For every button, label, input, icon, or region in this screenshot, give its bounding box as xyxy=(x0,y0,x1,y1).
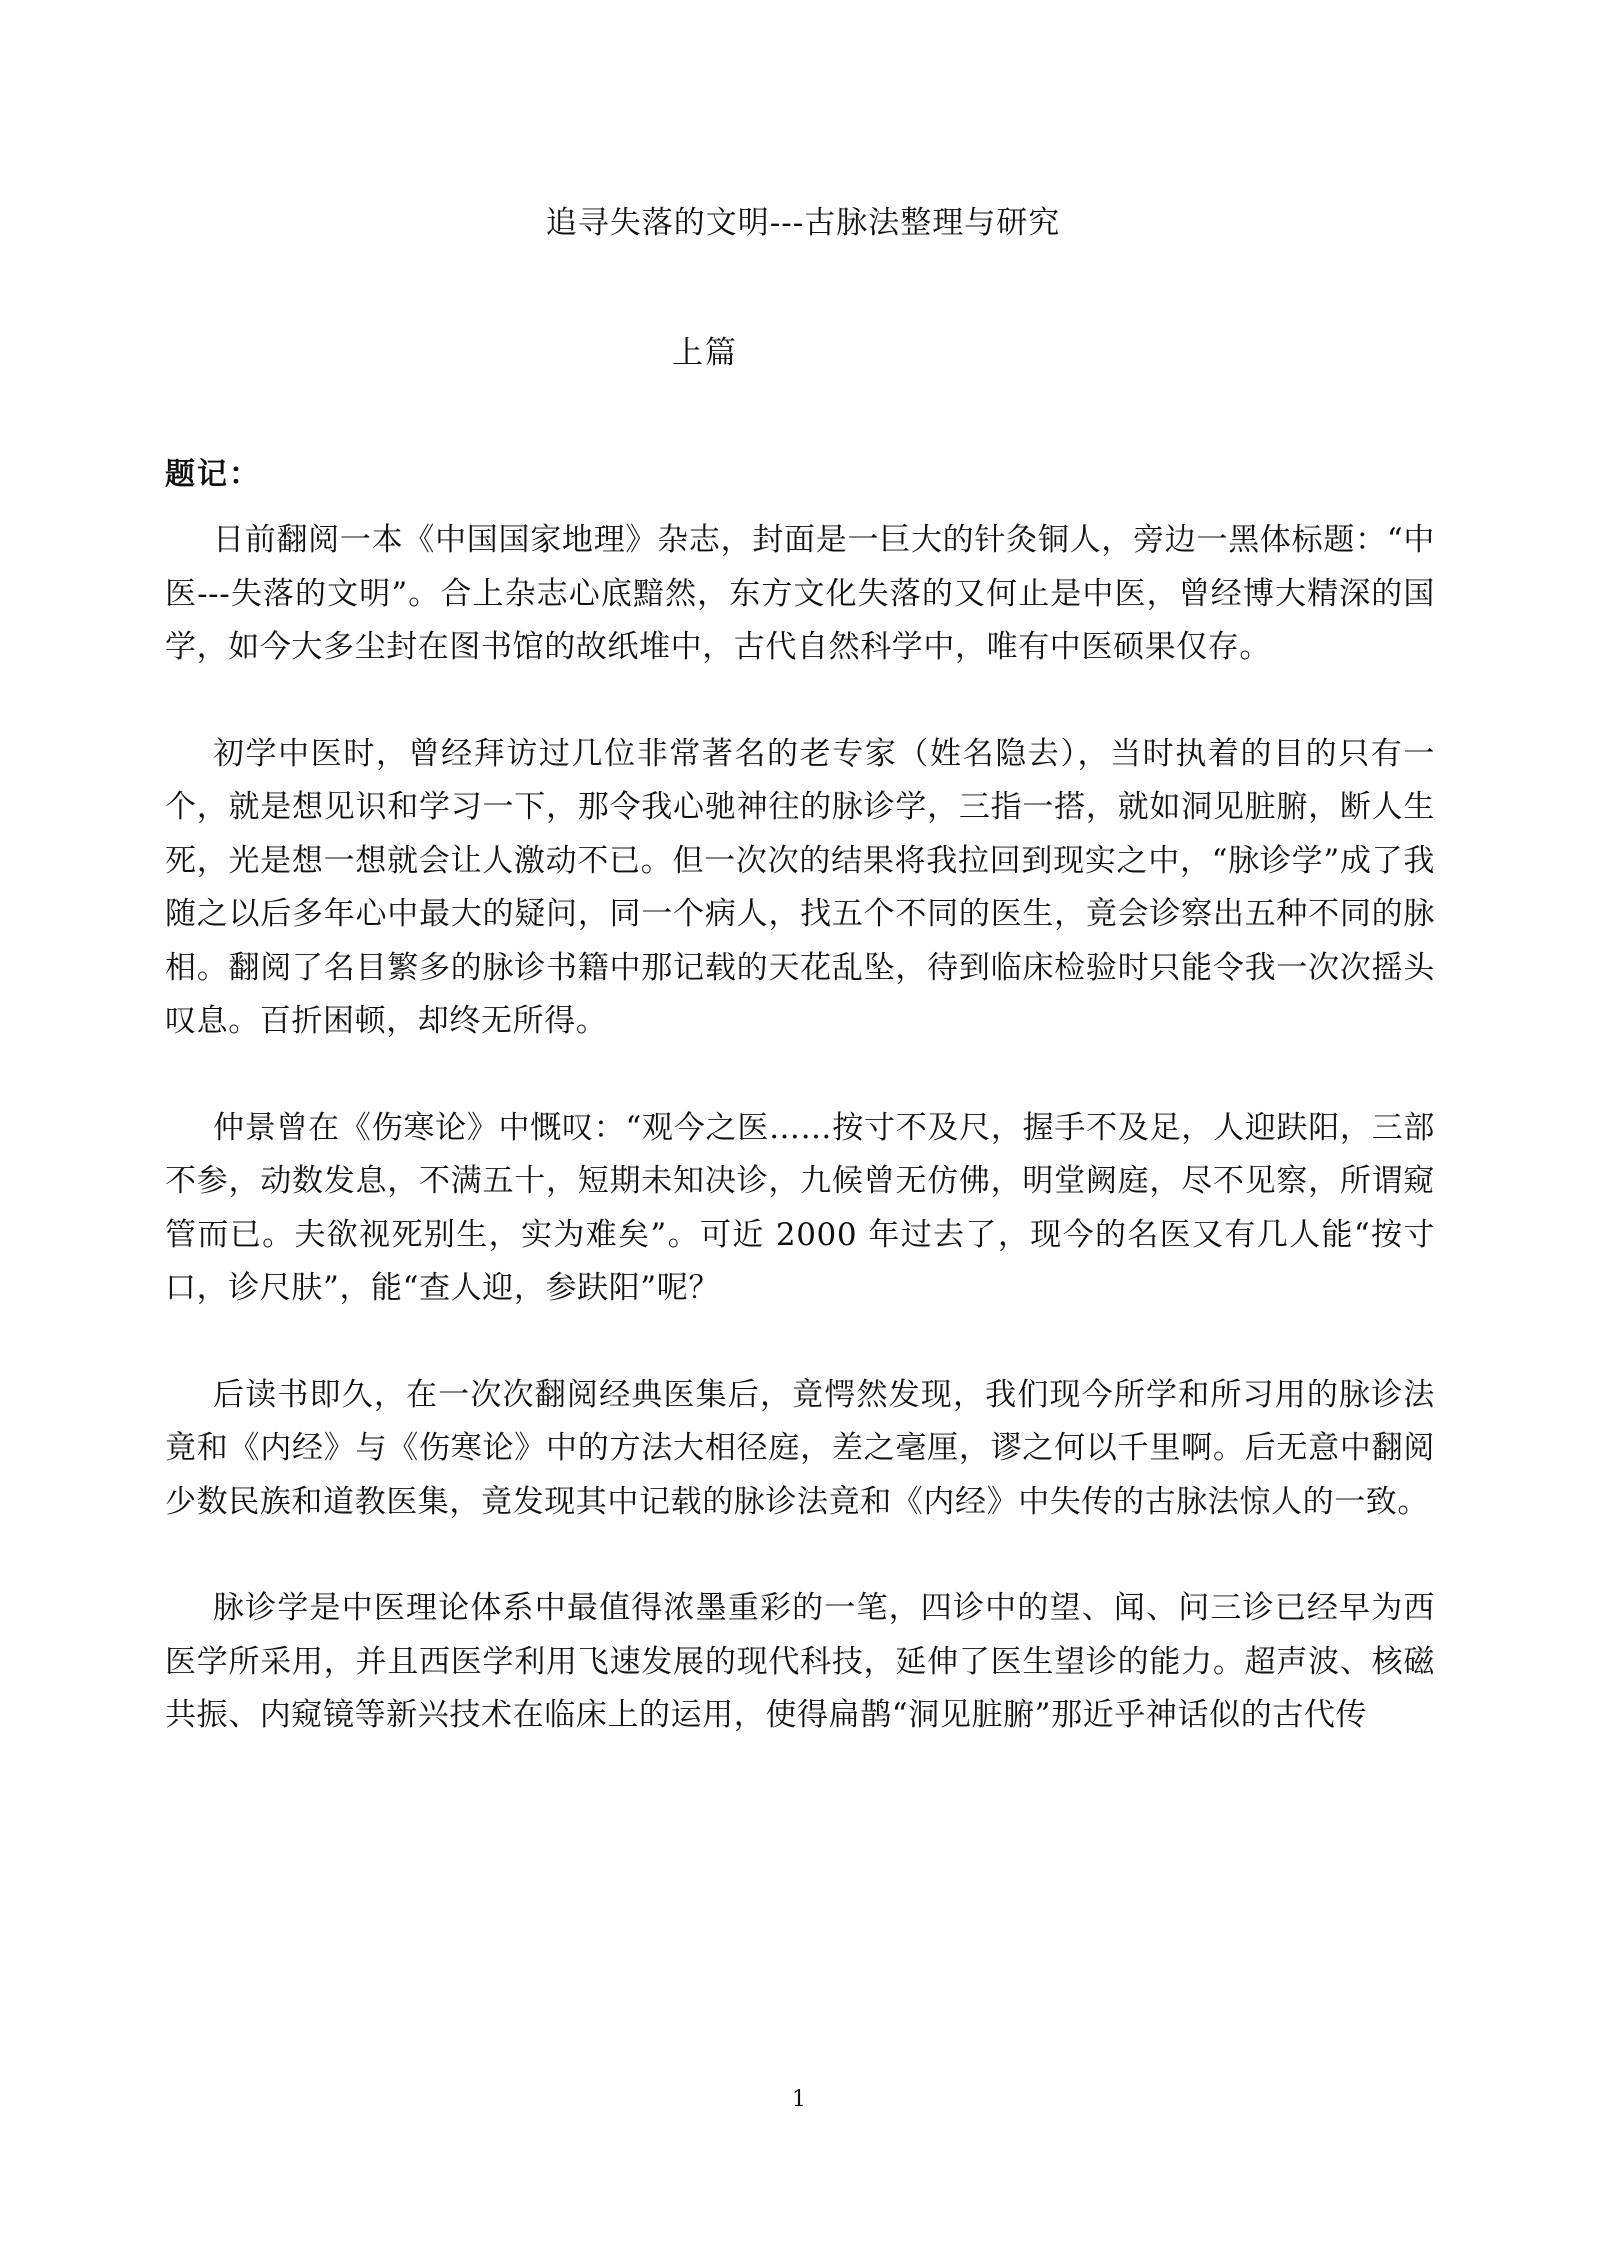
document-title: 追寻失落的文明---古脉法整理与研究 xyxy=(545,205,1061,241)
page-number: 1 xyxy=(792,2087,806,2112)
paragraph-2: 初学中医时，曾经拜访过几位非常著名的老专家（姓名隐去），当时执着的目的只有一个，就是想见识和学习一下，那令我心驰神往的脉诊学，三指一搭，就如洞见脏腑，断人生死，光是想一想就会让人激动不已。但一次次的结果将我拉回到现实之中，“脉诊学”成了我随之以后多年心中最大的疑问，同一个病人，找五个不同的医生，竟会诊察出五种不同的脉相。翻阅了名目繁多的脉诊书籍中那记载的天花乱坠，待到临床检验时只能令我一次次摇头叹息。百折困顿，却终无所得。 xyxy=(165,735,1435,1039)
section-heading: 题记： xyxy=(165,457,261,492)
paragraph-4: 后读书即久，在一次次翻阅经典医集后，竟愕然发现，我们现今所学和所习用的脉诊法竟和《内经》与《伤寒论》中的方法大相径庭，差之毫厘，谬之何以千里啊。后无意中翻阅少数民族和道教医集，竟发现其中记载的脉诊法竟和《内经》中失传的古脉法惊人的一致。 xyxy=(165,1376,1435,1520)
document-body xyxy=(165,514,1435,1743)
paragraph-1: 日前翻阅一本《中国国家地理》杂志，封面是一巨大的针灸铜人，旁边一黑体标题：“中医---失落的文明”。合上杂志心底黯然，东方文化失落的又何止是中医，曾经博大精深的国学，如今大多尘封在图书馆的故纸堆中，古代自然科学中，唯有中医硕果仅存。 xyxy=(165,522,1435,665)
document-subtitle: 上篇 xyxy=(672,335,738,371)
paragraph-5: 脉诊学是中医理论体系中最值得浓墨重彩的一笔，四诊中的望、闻、问三诊已经早为西医学所采用，并且西医学利用飞速发展的现代科技，延伸了医生望诊的能力。超声波、核磁共振、内窥镜等新兴技术在临床上的运用，使得扁鹊“洞见脏腑”那近乎神话似的古代传 xyxy=(165,1590,1435,1733)
paragraph-3: 仲景曾在《伤寒论》中慨叹：“观今之医……按寸不及尺，握手不及足，人迎趺阳，三部不参，动数发息，不满五十，短期未知决诊，九候曾无仿佛，明堂阙庭，尽不见察，所谓窥管而已。夫欲视死别生，实为难矣”。可近 2000 年过去了，现今的名医又有几人能“按寸口，诊尺肤”，能“查人迎，参趺阳”呢？ xyxy=(165,1109,1435,1306)
